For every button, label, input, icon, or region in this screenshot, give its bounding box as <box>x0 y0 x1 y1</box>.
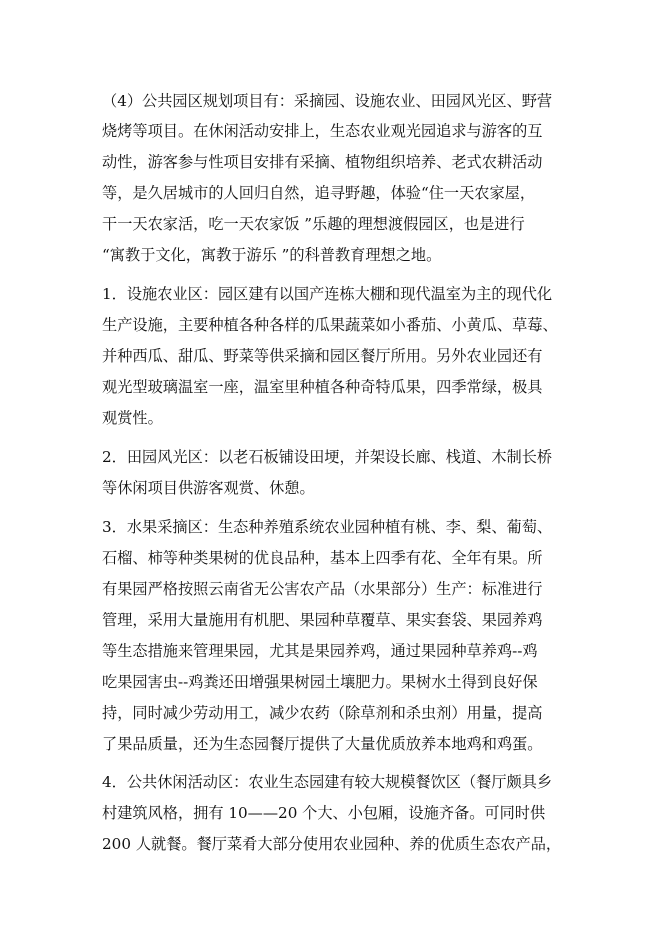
text-line: “寓教于文化，寓教于游乐 ”的科普教育理想之地。 <box>102 246 442 264</box>
text-line: 等生态措施来管理果园，尤其是果园养鸡，通过果园种草养鸡--鸡 <box>102 642 538 660</box>
text-line: 200 人就餐。餐厅菜肴大部分使用农业园种、养的优质生态农产品， <box>102 835 562 853</box>
text-line: 管理，采用大量施用有机肥、果园种草覆草、果实套袋、果园养鸡 <box>102 611 543 629</box>
text-line: 持，同时减少劳动用工，减少农药（除草剂和杀虫剂）用量，提高 <box>102 704 543 722</box>
text-line: 4．公共休闲活动区：农业生态园建有较大规模餐饮区（餐厅颇具乡 <box>102 773 553 791</box>
text-line: 烧烤等项目。在休闲活动安排上，生态农业观光园追求与游客的互 <box>102 122 543 140</box>
text-line: 观赏性。 <box>102 409 163 427</box>
text-line: 村建筑风格，拥有 10——20 个大、小包厢，设施齐备。可同时供 <box>102 804 546 822</box>
text-line: 有果园严格按照云南省无公害农产品（水果部分）生产：标准进行 <box>102 580 543 598</box>
text-line: 动性，游客参与性项目安排有采摘、植物组织培养、老式农耕活动 <box>102 153 543 171</box>
text-line: 1．设施农业区：园区建有以国产连栋大棚和现代温室为主的现代化 <box>102 285 553 303</box>
text-line: 石榴、柿等种类果树的优良品种，基本上四季有花、全年有果。所 <box>102 549 543 567</box>
text-line: 2．田园风光区：以老石板铺设田埂，并架设长廊、栈道、木制长桥 <box>102 448 553 466</box>
text-line: 干一天农家活，吃一天农家饭 ”乐趣的理想渡假园区，也是进行 <box>102 215 525 233</box>
text-line: 观光型玻璃温室一座，温室里种植各种奇特瓜果，四季常绿，极具 <box>102 378 543 396</box>
text-line: 生产设施，主要种植各种各样的瓜果蔬菜如小番茄、小黄瓜、草莓、 <box>102 316 558 334</box>
text-line: （4）公共园区规划项目有：采摘园、设施农业、田园风光区、野营 <box>102 92 553 110</box>
text-line: 并种西瓜、甜瓜、野菜等供采摘和园区餐厅所用。另外农业园还有 <box>102 347 543 365</box>
text-line: 等休闲项目供游客观赏、休憩。 <box>102 479 315 497</box>
text-line: 等，是久居城市的人回归自然，追寻野趣，体验“住一天农家屋， <box>102 184 536 202</box>
text-line: 吃果园害虫--鸡粪还田增强果树园土壤肥力。果树水土得到良好保 <box>102 673 538 691</box>
text-line: 3．水果采摘区：生态种养殖系统农业园种植有桃、李、梨、葡萄、 <box>102 518 553 536</box>
text-line: 了果品质量，还为生态园餐厅提供了大量优质放养本地鸡和鸡蛋。 <box>102 735 543 753</box>
